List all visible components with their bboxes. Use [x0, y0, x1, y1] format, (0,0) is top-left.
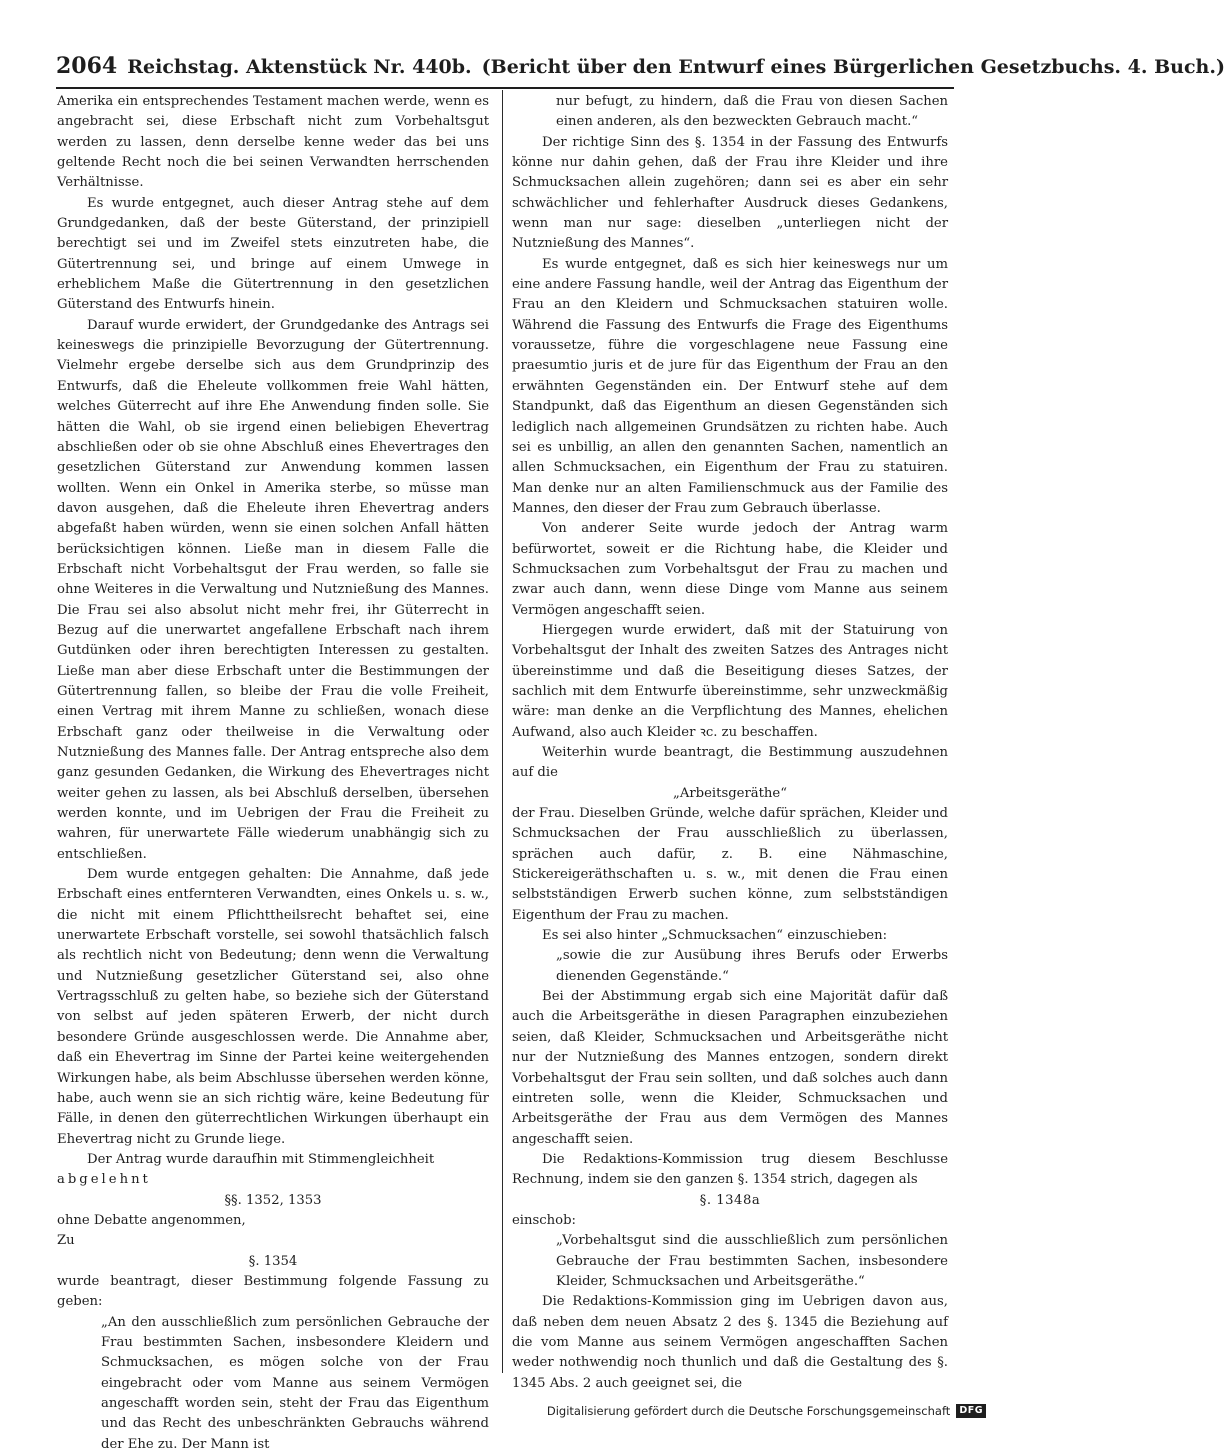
paragraph: Der richtige Sinn des §. 1354 in der Fassung des Entwurfs könne nur dahin gehen, daß der Frau ihre Kleider und ihre Schmucksachen allein zugehören; dann sei es aber ein sehr schwächlicher und fehlerhafter Ausdruck dieses Gedankens, wenn man nur sage: dieselben „unterliegen nicht der Nutznießung des Mannes“.: [512, 134, 948, 252]
page-number: 2064: [56, 53, 118, 79]
paragraph: einschob:: [512, 1212, 576, 1228]
paragraph: Es wurde entgegnet, daß es sich hier keineswegs nur um eine andere Fassung handle, weil der Antrag das Eigenthum der Frau an den Kleidern und Schmucksachen statuiren wolle. Während die Fassung des Entwurfs die Frage des Eigenthums voraussetze, führe die vorgeschlagene neue Fassung eine praesumtio juris et de jure für das Eigenthum der Frau an den erwähnten Gegenständen ein. Der Entwurf stehe auf dem Standpunkt, daß das Eigenthum an diesen Gegenständen sich lediglich nach allgemeinen Grundsätzen zu richten habe. Auch sei es unbillig, an allen den genannten Sachen, namentlich an allen Schmucksachen, ein Eigenthum der Frau zu statuiren. Man denke nur an alten Familienschmuck aus der Familie des Mannes, den dieser der Frau zum Gebrauch überlasse.: [512, 256, 948, 516]
left-column: [57, 92, 489, 1455]
paragraph: Weiterhin wurde beantragt, die Bestimmung auszudehnen auf die: [512, 745, 948, 781]
paragraph: Die Redaktions-Kommission trug diesem Beschlusse Rechnung, indem sie den ganzen §. 1354 strich, dagegen als: [512, 1151, 948, 1188]
paragraph: Der Antrag wurde daraufhin mit Stimmengleichheit: [87, 1151, 435, 1167]
quoted-text: nur befugt, zu hindern, daß die Frau von diesen Sachen einen anderen, als den bezweckten Gebrauch macht.“: [556, 94, 948, 130]
right-column: [512, 92, 948, 1394]
running-subtitle: (Bericht über den Entwurf eines Bürgerlichen Gesetzbuchs. 4. Buch.): [481, 56, 1225, 78]
paragraph: Es sei also hinter „Schmucksachen“ einzuschieben:: [542, 928, 888, 944]
running-title: Reichstag. Aktenstück Nr. 440b.: [127, 56, 472, 78]
column-divider: [502, 90, 503, 1373]
paragraph: wurde beantragt, dieser Bestimmung folgende Fassung zu geben:: [57, 1273, 489, 1310]
paragraph: Bei der Abstimmung ergab sich eine Majorität dafür daß auch die Arbeitsgeräthe in diesen Paragraphen einzubeziehen seien, daß Kleider, Schmucksachen und Arbeitsgeräthe nicht nur der Nutznießung des Mannes entzogen, sondern direkt Vorbehaltsgut der Frau sein sollten, und daß solches auch dann eintreten solle, wenn die Kleider, Schmucksachen und Arbeitsgeräthe der Frau aus dem Vermögen des Mannes angeschafft seien.: [512, 989, 948, 1147]
quoted-text: „Vorbehaltsgut sind die ausschließlich zum persönlichen Gebrauche der Frau bestimmten Sachen, insbesondere Kleider, Schmucksachen und Arbeitsgeräthe.“: [556, 1233, 948, 1289]
section-heading: §§. 1352, 1353: [224, 1192, 322, 1208]
paragraph: Dem wurde entgegen gehalten: Die Annahme, daß jede Erbschaft eines entfernteren Verwandten, eines Onkels u. s. w., die nicht mit einem Pflichttheilsrecht behaftet sei, eine unerwartete Erbschaft vorstelle, sei sowohl thatsächlich falsch als rechtlich nicht von Bedeutung; denn wenn die Verwaltung und Nutznießung gesetzlicher Güterstand sei, also ohne Vertragsschluß zu gelten habe, so beziehe sich der Güterstand von selbst auf jeden späteren Erwerb, der nicht durch besondere Gründe ausgeschlossen werde. Die Annahme aber, daß ein Ehevertrag im Sinne der Partei keine weitergehenden Wirkungen habe, als beim Abschlusse übersehen werden könne, habe, auch wenn sie an sich richtig wäre, keine Bedeutung für Fälle, in denen den güterrechtlichen Wirkungen überhaupt ein Ehevertrag nicht zu Grunde liege.: [57, 867, 489, 1147]
paragraph: der Frau. Dieselben Gründe, welche dafür sprächen, Kleider und Schmucksachen der Frau ausschließlich zu überlassen, sprächen auch dafür, z. B. eine Nähmaschine, Stickereigeräthschaften u. s. w., mit denen die Frau einen selbstständigen Erwerb suchen könne, zum selbstständigen Eigenthum der Frau zu machen.: [512, 806, 948, 923]
paragraph: Die Redaktions-Kommission ging im Uebrigen davon aus, daß neben dem neuen Absatz 2 des §. 1345 die Beziehung auf die vom Manne aus seinem Vermögen angeschafften Sachen weder nothwendig noch thunlich und daß die Gestaltung des §. 1345 Abs. 2 auch geeignet sei, die: [512, 1294, 948, 1391]
paragraph: Darauf wurde erwidert, der Grundgedanke des Antrags sei keineswegs die prinzipielle Bevorzugung der Gütertrennung. Vielmehr ergebe derselbe sich aus dem Grundprinzip des Entwurfs, daß die Eheleute vollkommen freie Wahl hätten, welches Güterrecht auf ihre Ehe Anwendung finden solle. Sie hätten die Wahl, ob sie irgend einen beliebigen Ehevertrag abschließen oder ob sie ohne Abschluß eines Ehevertrages den gesetzlichen Güterstand zur Anwendung kommen lassen wollten. Wenn ein Onkel in Amerika sterbe, so müsse man davon ausgehen, daß die Eheleute ihren Ehevertrag anders abgefaßt haben würden, wenn sie einen solchen Anfall hätten berücksichtigen können. Ließe man in diesem Falle die Erbschaft nicht Vorbehaltsgut der Frau werden, so falle sie ohne Weiteres in die Verwaltung und Nutznießung des Mannes. Die Frau sei also absolut nicht mehr frei, ihr Güterrecht in Bezug auf die unerwartet angefallene Erbschaft nach ihrem Gutdünken oder ihren berechtigten Interessen zu gestalten. Ließe man aber diese Erbschaft unter die Bestimmungen der Gütertrennung fallen, so bleibe der Frau die volle Freiheit, einen Vertrag mit ihrem Manne zu schließen, wonach diese Erbschaft ganz oder theilweise in die Verwaltung oder Nutznießung des Mannes falle. Der Antrag entspreche also dem ganz gesunden Gedanken, die Wirkung des Ehevertrages nicht weiter gehen zu lassen, als bei Abschluß derselben, übersehen werden konnte, und im Uebrigen der Frau die Freiheit zu wahren, für unerwartete Fälle wiederum unabhängig sich zu entschließen.: [57, 317, 489, 862]
quoted-text: „An den ausschließlich zum persönlichen Gebrauche der Frau bestimmten Sachen, insbesondere Kleidern und Schmucksachen, es mögen solche von der Frau eingebracht oder vom Manne aus seinem Vermögen angeschafft worden sein, steht der Frau das Eigenthum und das Recht des unbeschränkten Gebrauchs während der Ehe zu. Der Mann ist: [101, 1314, 489, 1452]
paragraph: Hiergegen wurde erwidert, daß mit der Statuirung von Vorbehaltsgut der Inhalt des zweiten Satzes des Antrages nicht übereinstimme und daß die Beseitigung dieses Satzes, der sachlich mit dem Entwurfe übereinstimme, sehr unzweckmäßig wäre: man denke an die Verpflichtung des Mannes, ehelichen Aufwand, also auch Kleider ꝛc. zu beschaffen.: [512, 622, 948, 740]
paragraph: Zu: [57, 1233, 75, 1249]
page-footer: [547, 1404, 986, 1418]
dfg-logo: DFG: [956, 1404, 986, 1418]
paragraph: Amerika ein entsprechendes Testament machen werde, wenn es angebracht sei, diese Erbschaft nicht zum Vorbehaltsgut werden zu lassen, denn derselbe kenne weder das bei uns geltende Recht noch die bei seinen Verwandten herrschenden Verhältnisse.: [57, 94, 489, 191]
paragraph: Von anderer Seite wurde jedoch der Antrag warm befürwortet, soweit er die Richtung habe, die Kleider und Schmucksachen zum Vorbehaltsgut der Frau zu machen und zwar auch dann, wenn diese Dinge vom Manne aus seinem Vermögen angeschafft seien.: [512, 521, 948, 618]
section-heading: §. 1348a: [699, 1192, 761, 1208]
vote-result: abgelehnt: [57, 1172, 151, 1188]
quoted-term: „Arbeitsgeräthe“: [673, 785, 787, 801]
paragraph: ohne Debatte angenommen,: [57, 1212, 246, 1228]
paragraph: Es wurde entgegnet, auch dieser Antrag stehe auf dem Grundgedanken, daß der beste Güterstand, der prinzipiell berechtigt sei und im Zweifel stets einzutreten habe, die Gütertrennung sei, und bringe auf einem Umwege in erheblichem Maße die Gütertrennung in den gesetzlichen Güterstand des Entwurfs hinein.: [57, 195, 489, 313]
page-header: [56, 53, 1225, 89]
quoted-text: „sowie die zur Ausübung ihres Berufs oder Erwerbs dienenden Gegenstände.“: [556, 948, 948, 984]
digitization-credit: Digitalisierung gefördert durch die Deutsche Forschungsgemeinschaft: [546, 1404, 951, 1418]
section-heading: §. 1354: [248, 1253, 298, 1269]
